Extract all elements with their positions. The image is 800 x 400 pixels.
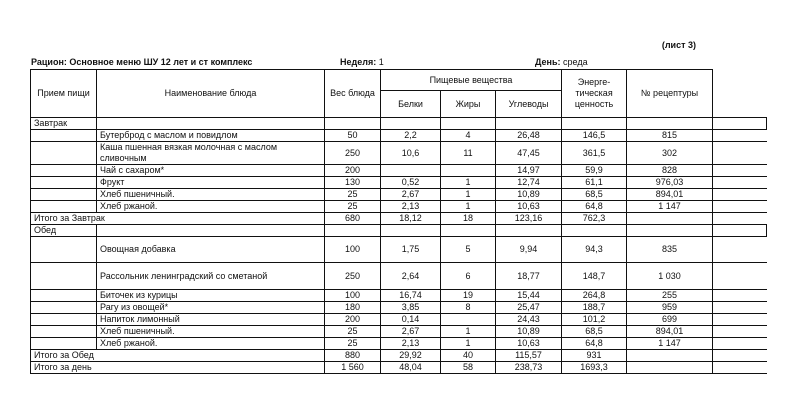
dish-protein: 0,52 (381, 177, 441, 189)
dish-fat: 4 (441, 130, 496, 142)
empty-cell (713, 130, 767, 142)
dish-energy: 264,8 (562, 290, 627, 302)
meal-cell (31, 177, 97, 189)
empty-cell (713, 314, 767, 326)
col-carbs-header: Углеводы (496, 91, 562, 118)
dish-row (31, 237, 767, 263)
dish-row (31, 338, 767, 350)
dish-row (31, 130, 767, 142)
empty-cell (627, 118, 713, 130)
day-label: День: (535, 57, 561, 67)
dish-weight: 25 (325, 338, 381, 350)
week-value: 1 (378, 57, 384, 67)
ration-label: Рацион: Основное меню ШУ 12 лет и ст комплекс (31, 57, 253, 67)
dish-weight: 50 (325, 130, 381, 142)
dish-energy: 148,7 (562, 263, 627, 290)
dish-weight: 250 (325, 142, 381, 165)
menu-body (31, 118, 767, 374)
total-weight: 1 560 (325, 362, 381, 374)
total-label: Итого за день (31, 362, 325, 374)
empty-cell (713, 118, 767, 130)
dish-energy: 64,8 (562, 201, 627, 213)
dish-protein: 3,85 (381, 302, 441, 314)
dish-fat: 1 (441, 326, 496, 338)
section-title: Завтрак (31, 118, 97, 130)
empty-cell (97, 118, 325, 130)
dish-name: Хлеб пшеничный. (97, 326, 325, 338)
total-recipe (627, 213, 713, 225)
empty-cell (713, 290, 767, 302)
meal-cell (31, 130, 97, 142)
empty-cell (562, 118, 627, 130)
meal-cell (31, 314, 97, 326)
total-protein: 29,92 (381, 350, 441, 362)
dish-carbs: 10,63 (496, 338, 562, 350)
dish-recipe: 302 (627, 142, 713, 165)
empty-cell (441, 225, 496, 237)
dish-protein: 2,13 (381, 201, 441, 213)
col-energy-header: Энерге-тическая ценность (562, 70, 627, 118)
dish-fat: 11 (441, 142, 496, 165)
total-energy: 1693,3 (562, 362, 627, 374)
dish-weight: 250 (325, 263, 381, 290)
empty-cell (713, 165, 767, 177)
col-meal-header: Прием пищи (31, 70, 97, 118)
section-row-lunch (31, 225, 767, 237)
dish-energy: 94,3 (562, 237, 627, 263)
meal-cell (31, 338, 97, 350)
dish-weight: 100 (325, 290, 381, 302)
ration-title (31, 57, 252, 67)
dish-energy: 59,9 (562, 165, 627, 177)
col-fat-header: Жиры (441, 91, 496, 118)
day-value: среда (563, 57, 588, 67)
dish-name: Хлеб ржаной. (97, 201, 325, 213)
empty-cell (713, 326, 767, 338)
dish-carbs: 47,45 (496, 142, 562, 165)
empty-cell (713, 189, 767, 201)
total-weight: 880 (325, 350, 381, 362)
dish-row (31, 314, 767, 326)
total-carbs: 238,73 (496, 362, 562, 374)
total-carbs: 123,16 (496, 213, 562, 225)
dish-protein: 2,13 (381, 338, 441, 350)
dish-protein: 2,2 (381, 130, 441, 142)
dish-protein: 0,14 (381, 314, 441, 326)
dish-protein (381, 165, 441, 177)
dish-row (31, 302, 767, 314)
dish-carbs: 25,47 (496, 302, 562, 314)
dish-energy: 61,1 (562, 177, 627, 189)
empty-cell (496, 118, 562, 130)
dish-recipe: 1 147 (627, 338, 713, 350)
menu-table (30, 69, 767, 374)
total-energy: 762,3 (562, 213, 627, 225)
dish-carbs: 10,89 (496, 189, 562, 201)
empty-cell (325, 118, 381, 130)
dish-carbs: 18,77 (496, 263, 562, 290)
total-fat: 58 (441, 362, 496, 374)
dish-weight: 180 (325, 302, 381, 314)
total-protein: 18,12 (381, 213, 441, 225)
meal-cell (31, 290, 97, 302)
dish-name: Биточек из курицы (97, 290, 325, 302)
dish-recipe: 699 (627, 314, 713, 326)
dish-name: Напиток лимонный (97, 314, 325, 326)
col-dish-header: Наименование блюда (97, 70, 325, 118)
empty-cell (441, 118, 496, 130)
empty-cell (713, 213, 767, 225)
empty-cell (713, 263, 767, 290)
dish-row (31, 201, 767, 213)
dish-protein: 2,67 (381, 189, 441, 201)
empty-cell (713, 142, 767, 165)
dish-weight: 25 (325, 189, 381, 201)
total-recipe (627, 362, 713, 374)
dish-fat: 1 (441, 189, 496, 201)
dish-row (31, 189, 767, 201)
total-row-day (31, 362, 767, 374)
empty-cell (562, 225, 627, 237)
col-recipe-header: № рецептуры (627, 70, 713, 118)
dish-row (31, 290, 767, 302)
dish-name: Чай с сахаром* (97, 165, 325, 177)
empty-cell (713, 338, 767, 350)
dish-recipe: 255 (627, 290, 713, 302)
empty-cell (97, 225, 325, 237)
dish-weight: 25 (325, 326, 381, 338)
dish-fat: 6 (441, 263, 496, 290)
meal-cell (31, 189, 97, 201)
dish-recipe: 1 147 (627, 201, 713, 213)
meal-cell (31, 302, 97, 314)
dish-recipe: 835 (627, 237, 713, 263)
total-label: Итого за Завтрак (31, 213, 325, 225)
dish-recipe: 828 (627, 165, 713, 177)
dish-weight: 130 (325, 177, 381, 189)
dish-fat (441, 314, 496, 326)
meal-cell (31, 201, 97, 213)
empty-cell (713, 201, 767, 213)
col-protein-header: Белки (381, 91, 441, 118)
empty-cell (713, 177, 767, 189)
dish-energy: 101,2 (562, 314, 627, 326)
dish-name: Бутерброд с маслом и повидлом (97, 130, 325, 142)
meal-cell (31, 263, 97, 290)
dish-row (31, 177, 767, 189)
dish-name: Овощная добавка (97, 237, 325, 263)
sheet-number: (лист 3) (661, 40, 696, 50)
dish-weight: 25 (325, 201, 381, 213)
total-protein: 48,04 (381, 362, 441, 374)
dish-energy: 68,5 (562, 189, 627, 201)
dish-energy: 188,7 (562, 302, 627, 314)
dish-row (31, 326, 767, 338)
dish-recipe: 976,03 (627, 177, 713, 189)
empty-cell (381, 118, 441, 130)
dish-recipe: 894,01 (627, 326, 713, 338)
total-row-lunch (31, 350, 767, 362)
total-recipe (627, 350, 713, 362)
dish-name: Фрукт (97, 177, 325, 189)
dish-name: Хлеб ржаной. (97, 338, 325, 350)
empty-cell (713, 350, 767, 362)
dish-fat: 1 (441, 201, 496, 213)
dish-energy: 361,5 (562, 142, 627, 165)
dish-carbs: 10,89 (496, 326, 562, 338)
dish-energy: 64,8 (562, 338, 627, 350)
col-nutrients-header: Пищевые вещества (381, 70, 562, 91)
total-weight: 680 (325, 213, 381, 225)
dish-weight: 100 (325, 237, 381, 263)
dish-protein: 2,67 (381, 326, 441, 338)
total-label: Итого за Обед (31, 350, 325, 362)
meal-cell (31, 165, 97, 177)
empty-cell (496, 225, 562, 237)
empty-cell (713, 225, 767, 237)
dish-energy: 68,5 (562, 326, 627, 338)
dish-recipe: 815 (627, 130, 713, 142)
meal-cell (31, 237, 97, 263)
total-carbs: 115,57 (496, 350, 562, 362)
blank-col (713, 70, 767, 118)
dish-protein: 16,74 (381, 290, 441, 302)
dish-fat: 1 (441, 338, 496, 350)
empty-cell (713, 362, 767, 374)
total-fat: 40 (441, 350, 496, 362)
dish-name: Хлеб пшеничный. (97, 189, 325, 201)
dish-row (31, 263, 767, 290)
dish-name: Рассольник ленинградский со сметаной (97, 263, 325, 290)
dish-carbs: 26,48 (496, 130, 562, 142)
meal-cell (31, 326, 97, 338)
dish-carbs: 12,74 (496, 177, 562, 189)
dish-carbs: 24,43 (496, 314, 562, 326)
dish-recipe: 894,01 (627, 189, 713, 201)
section-row-breakfast (31, 118, 767, 130)
dish-carbs: 9,94 (496, 237, 562, 263)
section-title: Обед (31, 225, 97, 237)
dish-name: Каша пшенная вязкая молочная с маслом сливочным (97, 142, 325, 165)
meal-cell (31, 142, 97, 165)
dish-energy: 146,5 (562, 130, 627, 142)
dish-fat (441, 165, 496, 177)
dish-fat: 19 (441, 290, 496, 302)
dish-carbs: 10,63 (496, 201, 562, 213)
week-info (340, 57, 384, 67)
empty-cell (713, 302, 767, 314)
dish-name: Рагу из овощей* (97, 302, 325, 314)
dish-row (31, 142, 767, 165)
dish-protein: 1,75 (381, 237, 441, 263)
week-label: Неделя: (340, 57, 377, 67)
dish-recipe: 959 (627, 302, 713, 314)
empty-cell (627, 225, 713, 237)
day-info (535, 57, 588, 67)
dish-carbs: 15,44 (496, 290, 562, 302)
dish-weight: 200 (325, 165, 381, 177)
dish-row (31, 165, 767, 177)
dish-fat: 1 (441, 177, 496, 189)
empty-cell (381, 225, 441, 237)
dish-fat: 5 (441, 237, 496, 263)
empty-cell (325, 225, 381, 237)
dish-carbs: 14,97 (496, 165, 562, 177)
total-fat: 18 (441, 213, 496, 225)
dish-protein: 2,64 (381, 263, 441, 290)
dish-weight: 200 (325, 314, 381, 326)
col-weight-header: Вес блюда (325, 70, 381, 118)
dish-protein: 10,6 (381, 142, 441, 165)
total-row-breakfast (31, 213, 767, 225)
empty-cell (713, 237, 767, 263)
dish-recipe: 1 030 (627, 263, 713, 290)
total-energy: 931 (562, 350, 627, 362)
dish-fat: 8 (441, 302, 496, 314)
